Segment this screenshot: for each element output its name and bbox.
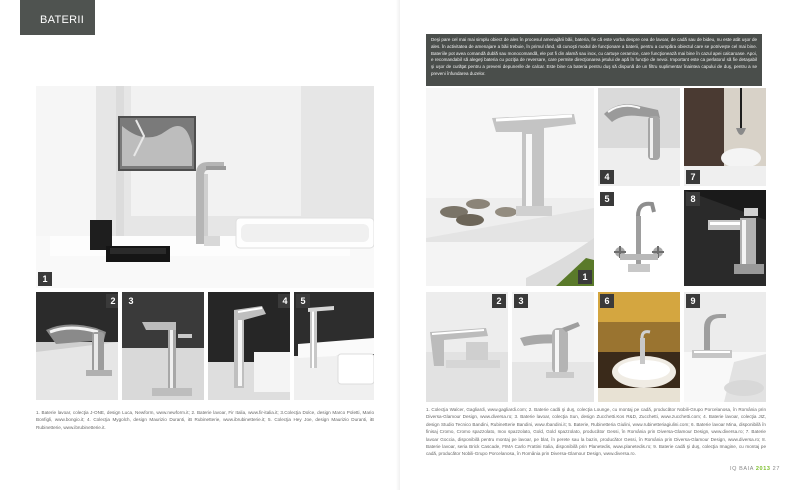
photo-9-image bbox=[684, 292, 766, 402]
photo-number: 7 bbox=[686, 170, 700, 184]
photo-5 bbox=[598, 190, 680, 286]
photo-3-image bbox=[512, 292, 594, 402]
photo-4-image bbox=[208, 292, 290, 400]
photo-number: 6 bbox=[600, 294, 614, 308]
folio-page: 27 bbox=[772, 466, 780, 472]
right-caption: 1. Colecţia Walcer, Gagliardi, www.gagliardi.com; 2. Baterie cadă şi duş, colecţia Lounge, cu montaj pe cadă, producător Nobili-Grupo Porcelanosa, în România prin Diversa-Glamour Design, www.diversa.ro; 3. Baterie lavoar, colecţia Sun, design Zucchetti.Kos R&D, Zucchetti, www.zucchetti.com; 4. Baterie lavoar, colecţia JIZ, design Studio Tecnico Bandini, Rubinetterie Bandini, www.rbandini.it; 5. Baterie, Rubinetteria Giulini, www.rubinetteriagiulini.com; 6. Baterie lavoar Mina, disponibilă în finisaj Cromo, Cromo spazzolato, Inox spazzolato, Gold, Gold spazzolato, producător Gessi, în România prin Diversa-Glamour Design, www.diversa.ro; 7. Baterie lavoar Goccia, disponibilă pentru montaj pe lavoar, pe blat, în perete sau la bazin, producător Gessi, în România prin Diversa-Glamour Design, www.diversa.ro; 8. Baterie lavoar, seria Brick Cascade, FIMA Carlo Frattini Italia, disponibilă prin Planetedis, www.planetedis.ro; 9. Baterie cadă şi duş, colecţia Imagine, cu montaj pe cadă, producător Nobili-Grupo Porcelanosa, în România prin Diversa-Glamour Design, www.diversa.ro. bbox=[426, 407, 766, 457]
photo-number: 9 bbox=[686, 294, 700, 308]
photo-8 bbox=[684, 190, 766, 286]
photo-1-image bbox=[426, 88, 594, 286]
photo-2-image bbox=[426, 292, 508, 402]
photo-number: 5 bbox=[600, 192, 614, 206]
photo-number: 8 bbox=[686, 192, 700, 206]
folio-year: 2013 bbox=[755, 466, 771, 472]
left-caption: 1. Baterie lavoar, colecţia J-ONE, design Luca, Newform, www.newform.it; 2. Baterie lavoar, Fir Italia, www.fir-italia.it; 3.Colecţia Dolce, design Marco Poletti, Mario Bonfigli, www.bongio.it; 4. Colecţia Mygolch, design Maurizio Duranti, iB Rubinetterie, www.ibrubinetterie.it; 5. Colecţia Hey Joe, design Maurizio Duranti, iB Rubinetterie, www.ibrubinetterie.it. bbox=[36, 410, 374, 430]
photo-5-image bbox=[294, 292, 374, 400]
photo-number: 2 bbox=[106, 294, 118, 308]
photo-number: 2 bbox=[492, 294, 506, 308]
folio-magazine: IQ BAIA bbox=[729, 466, 754, 472]
photo-9 bbox=[684, 292, 766, 402]
photo-1 bbox=[426, 88, 594, 286]
photo-2 bbox=[426, 292, 508, 402]
photo-4 bbox=[598, 88, 680, 186]
photo-3 bbox=[512, 292, 594, 402]
photo-2-image bbox=[36, 292, 118, 400]
photo-3 bbox=[122, 292, 204, 400]
photo-number: 3 bbox=[124, 294, 138, 308]
intro-text: Deşi pare cel mai mai simplu obiect de ales în procesul amenajării băii, bateria, fie că este vorba despre cea de lavoar, de cadă sau de bideu, nu este atât uşor de ales. În activitatea de amenajare a băii trebuie, în primul rând, să cunoşti modul de funcţionare a baterii, pentru a cumpăra obiectul care se potriveşte cel mai bine. Bateriile pot avea comandă dublă sau monocomandă, ele pot fi din alamă sau inox, cu cartuşe ceramice, care funcţionează mai bine în cazul apei calcaroase. Apoi, e recomandabil să alegeţi bateria cu poziţia de reversare, care permite direcţionarea jetului de apă în funcţie de nevoi. Important este ca perlatorul să fie detaşabil şi uşor de curăţat pentru a preveni depunerile de calcar. Este bine ca bateria pentru duş să dispună de un filtru suplimentar înaintea capului de duş, pentru a se preveni înfundarea duzelor. bbox=[426, 34, 762, 86]
photo-number: 4 bbox=[278, 294, 290, 308]
photo-6-image bbox=[598, 292, 680, 402]
photo-4 bbox=[208, 292, 290, 400]
photo-2 bbox=[36, 292, 118, 400]
photo-7 bbox=[684, 88, 766, 186]
photo-1-image bbox=[36, 86, 374, 288]
photo-5 bbox=[294, 292, 374, 400]
photo-number: 1 bbox=[578, 270, 592, 284]
page-folio bbox=[730, 466, 780, 472]
photo-number: 1 bbox=[38, 272, 52, 286]
photo-6 bbox=[598, 292, 680, 402]
photo-number: 3 bbox=[514, 294, 528, 308]
photo-number: 5 bbox=[296, 294, 310, 308]
photo-number: 4 bbox=[600, 170, 614, 184]
photo-3-image bbox=[122, 292, 204, 400]
section-tab: BATERII bbox=[20, 0, 95, 35]
photo-1 bbox=[36, 86, 374, 288]
